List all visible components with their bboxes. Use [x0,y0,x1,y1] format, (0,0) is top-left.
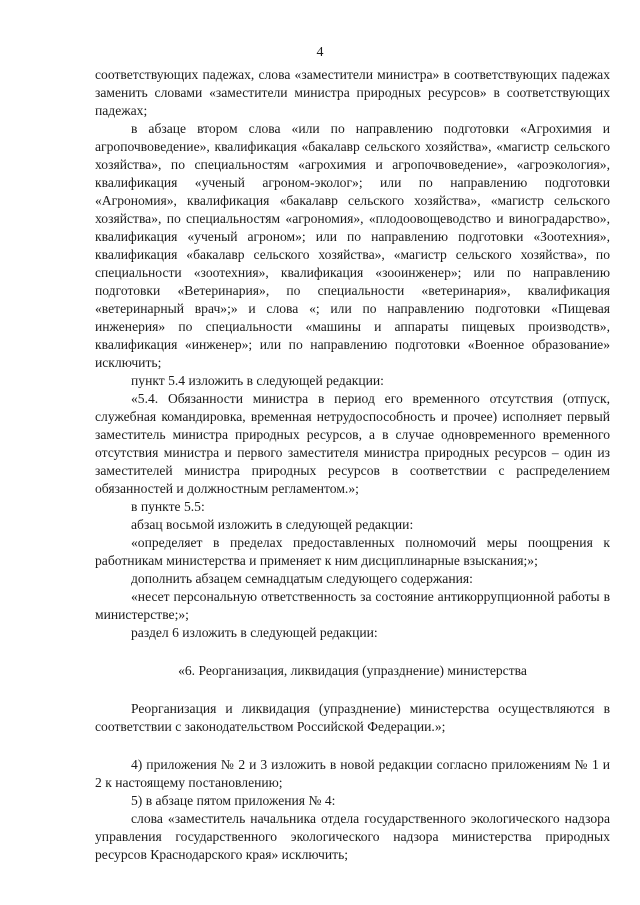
paragraph-5-4-text: «5.4. Обязанности министра в период его временного отсутствия (отпуск, служебная командировка, временная нетрудоспособность и прочее) исполняет первый заместитель министра природных ресурсов, а в случае одновременного временного отсутствия министра и первого заместителя министра природных ресурсов – один из заместителей министра природных ресурсов в соответствии с распределением обязанностей и должностным регламентом.»; [95,391,610,496]
paragraph-slova: слова «заместитель начальника отдела государственного экологического надзора управления государственного экологического надзора министерства природных ресурсов Краснодарского края» исключить; [95,811,610,862]
page-number: 4 [316,45,324,60]
paragraph-abzac-17: дополнить абзацем семнадцатым следующего содержания: [131,571,473,586]
paragraph-reorganization: Реорганизация и ликвидация (упразднение) министерства осуществляются в соответствии с законодательством Российской Федерации.»; [95,701,610,734]
paragraph-continuation: соответствующих падежах, слова «заместители министра» в соответствующих падежах заменить словами «заместители министра природных ресурсов» в соответствующих падежах; [95,67,610,118]
paragraph-abzac-vosmoy: абзац восьмой изложить в следующей редакции: [131,517,414,532]
paragraph-razdel-6: раздел 6 изложить в следующей редакции: [131,625,378,640]
paragraph-abzac-vtoroy: в абзаце втором слова «или по направлению подготовки «Агрохимия и агропочвоведение», квалификация «бакалавр сельского хозяйства», «магистр сельского хозяйства», по специальностям «агрохимия и агропочвоведение», «агроэкология», квалификация «ученый агроном-эколог»; или по направлению подготовки «Агрономия», квалификация «бакалавр сельского хозяйства», «магистр сельского хозяйства», по специальностям «агрономия», «плодоовощеводство и виноградарство», квалификация «ученый агроном»; или по направлению подготовки «Зоотехния», квалификация «бакалавр сельского хозяйства», «магистр сельского хозяйства», по специальности «зоотехния», квалификация «зооинженер»; или по направлению подготовки «Ветеринария», по специальности «ветеринария», квалификация «ветеринарный врач»;» и слова «; или по направлению подготовки «Пищевая инженерия» по специальности «машины и аппараты пищевых производств», квалификация «инженер»; или по направлению подготовки «Военное образование» исключить; [95,121,610,370]
document-body [95,66,610,864]
section-6-heading: «6. Реорганизация, ликвидация (упразднение) министерства [178,663,527,678]
paragraph-abzac-vosmoy-text: «определяет в пределах предоставленных полномочий меры поощрения к работникам министерства и применяет к ним дисциплинарные взыскания;»; [95,535,610,568]
paragraph-punkt-5-5: в пункте 5.5: [131,499,205,514]
paragraph-item-5: 5) в абзаце пятом приложения № 4: [131,793,336,808]
paragraph-item-4: 4) приложения № 2 и 3 изложить в новой редакции согласно приложениям № 1 и 2 к настоящему постановлению; [95,757,610,790]
paragraph-punkt-5-4: пункт 5.4 изложить в следующей редакции: [131,373,384,388]
paragraph-abzac-17-text: «несет персональную ответственность за состояние антикоррупционной работы в министерстве;»; [95,589,610,622]
